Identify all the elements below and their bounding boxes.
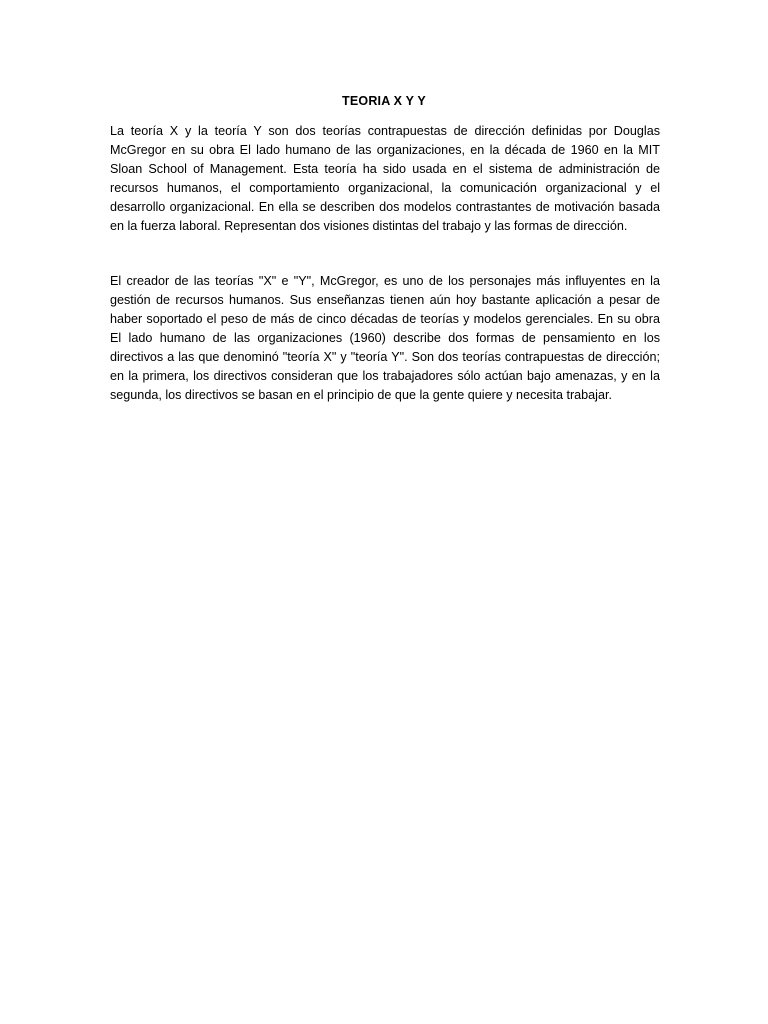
paragraph-intro: La teoría X y la teoría Y son dos teorías contrapuestas de dirección definidas por Douglas McGregor en su obra El lado humano de las organizaciones, en la década de 1960 en la MIT Sloan School of Management. Esta teoría ha sido usada en el sistema de administración de recursos humanos, el comportamiento organizacional, la comunicación organizacional y el desarrollo organizacional. En ella se describen dos modelos contrastantes de motivación basada en la fuerza laboral. Representan dos visiones distintas del trabajo y las formas de dirección. [110, 124, 660, 233]
paragraph-creator: El creador de las teorías "X" e "Y", McGregor, es uno de los personajes más influyentes en la gestión de recursos humanos. Sus enseñanzas tienen aún hoy bastante aplicación a pesar de haber soportado el peso de más de cinco décadas de teorías y modelos gerenciales. En su obra El lado humano de las organizaciones (1960) describe dos formas de pensamiento en los directivos a las que denominó "teoría X" y "teoría Y". Son dos teorías contrapuestas de dirección; en la primera, los directivos consideran que los trabajadores sólo actúan bajo amenazas, y en la segunda, los directivos se basan en el principio de que la gente quiere y necesita trabajar. [110, 274, 660, 402]
document-title: TEORIA X Y Y [342, 94, 426, 108]
